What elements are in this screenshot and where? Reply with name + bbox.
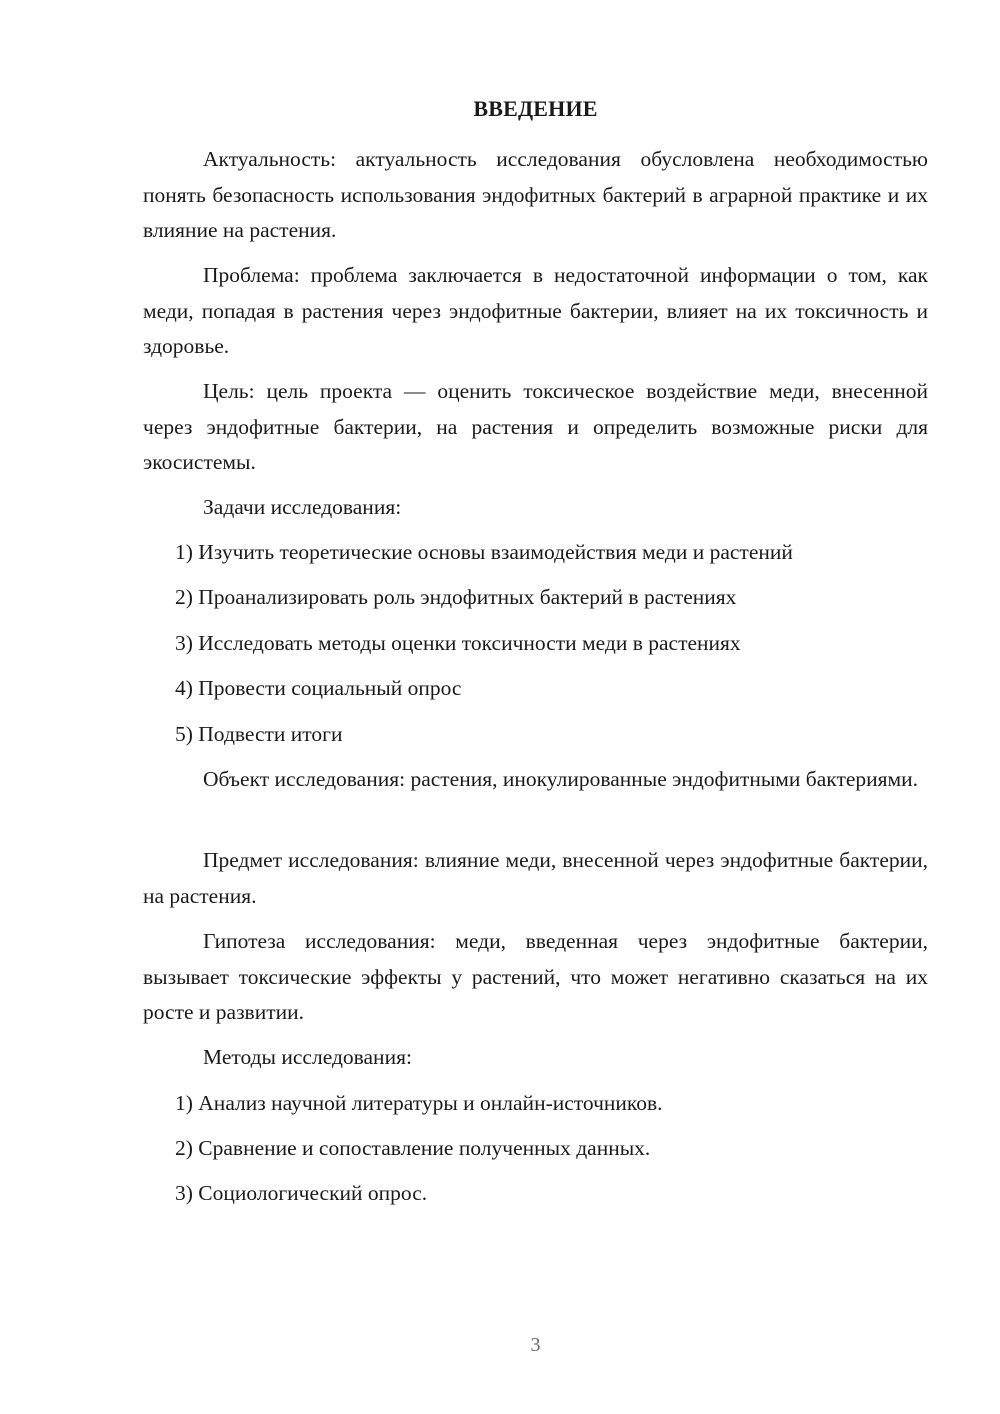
task-item: 2) Проанализировать роль эндофитных бактерий в растениях [175,585,737,609]
document-page [143,0,928,1414]
page-number: 3 [530,1334,541,1356]
method-item: 3) Социологический опрос. [175,1181,428,1205]
section-heading: ВВЕДЕНИЕ [473,96,598,121]
hypothesis-paragraph: Гипотеза исследования: меди, введенная через эндофитные бактерии, вызывает токсические эффекты у растений, что может негативно сказаться на их росте и развитии. [143,929,928,1024]
task-item: 3) Исследовать методы оценки токсичности меди в растениях [175,631,741,655]
methods-title: Методы исследования: [203,1045,412,1069]
task-item: 5) Подвести итоги [175,722,343,746]
method-item: 2) Сравнение и сопоставление полученных данных. [175,1136,651,1160]
goal-paragraph: Цель: цель проекта — оценить токсическое воздействие меди, внесенной через эндофитные бактерии, на растения и определить возможные риски для экосистемы. [143,379,928,474]
method-item: 1) Анализ научной литературы и онлайн-источников. [175,1091,663,1115]
object-paragraph: Объект исследования: растения, инокулированные эндофитными бактериями. [203,767,919,791]
relevance-paragraph: Актуальность: актуальность исследования обусловлена необходимостью понять безопасность использования эндофитных бактерий в аграрной практике и их влияние на растения. [143,147,928,242]
task-item: 1) Изучить теоретические основы взаимодействия меди и растений [175,540,793,564]
task-item: 4) Провести социальный опрос [175,676,462,700]
tasks-title: Задачи исследования: [203,495,402,519]
problem-paragraph: Проблема: проблема заключается в недостаточной информации о том, как меди, попадая в растения через эндофитные бактерии, влияет на их токсичность и здоровье. [143,263,928,358]
subject-paragraph: Предмет исследования: влияние меди, внесенной через эндофитные бактерии, на растения. [143,848,928,908]
